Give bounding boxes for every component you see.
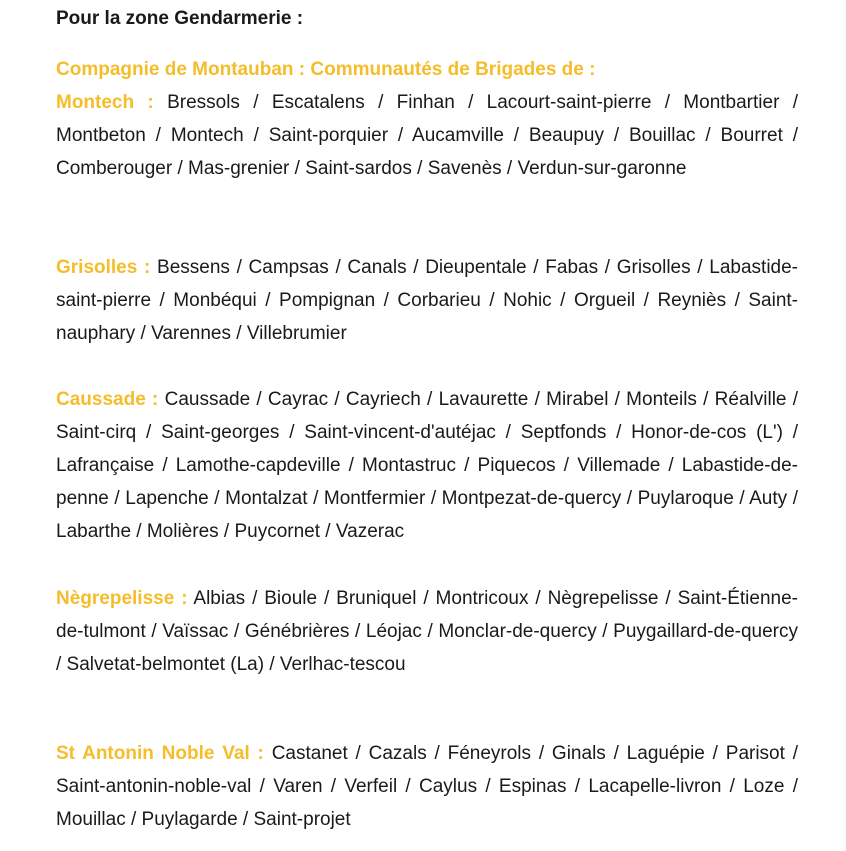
- commune-list-negrepelisse: Albias / Bioule / Bruniquel / Montricoux / Nègrepelisse / Saint-Étienne-de-tulmont / Vaïssac / Génébrières / Léojac / Monclar-de-quercy / Puygaillard-de-quercy / Salvetat-belmontet (La) / Verlhac-tescou: [56, 588, 798, 675]
- brigade-label-caussade: Caussade :: [56, 389, 159, 410]
- brigade-section-grisolles: [56, 251, 798, 350]
- brigade-section-st-antonin: [56, 737, 798, 836]
- brigade-label-grisolles: Grisolles :: [56, 257, 151, 278]
- commune-list-grisolles: Bessens / Campsas / Canals / Dieupentale / Fabas / Grisolles / Labastide-saint-pierre / Monbéqui / Pompignan / Corbarieu / Nohic / Orgueil / Reyniès / Saint-nauphary / Varennes / Villebrumier: [56, 257, 798, 344]
- commune-list-montech: Bressols / Escatalens / Finhan / Lacourt-saint-pierre / Montbartier / Montbeton / Montech / Saint-porquier / Aucamville / Beaupuy / Bouillac / Bourret / Comberouger / Mas-grenier / Saint-sardos / Savenès / Verdun-sur-garonne: [56, 92, 798, 179]
- company-heading: Compagnie de Montauban : Communautés de Brigades de :: [56, 59, 596, 80]
- brigade-section-negrepelisse: [56, 582, 798, 681]
- brigade-label-negrepelisse: Nègrepelisse :: [56, 588, 188, 609]
- brigade-section-montech: [56, 86, 798, 185]
- commune-list-st-antonin: Castanet / Cazals / Féneyrols / Ginals / Laguépie / Parisot / Saint-antonin-noble-val / Varen / Verfeil / Caylus / Espinas / Lacapelle-livron / Loze / Mouillac / Puylagarde / Saint-projet: [56, 743, 798, 830]
- commune-list-caussade: Caussade / Cayrac / Cayriech / Lavaurette / Mirabel / Monteils / Réalville / Saint-cirq / Saint-georges / Saint-vincent-d'autéjac / Septfonds / Honor-de-cos (L') / Lafrançaise / Lamothe-capdeville / Montastruc / Piquecos / Villemade / Labastide-de-penne / Lapenche / Montalzat / Montfermier / Montpezat-de-quercy / Puylaroque / Auty / Labarthe / Molières / Puycornet / Vazerac: [56, 389, 799, 542]
- brigade-label-montech: Montech :: [56, 92, 154, 113]
- brigade-section-caussade: [56, 383, 798, 548]
- document-heading: Pour la zone Gendarmerie :: [56, 8, 304, 29]
- brigade-label-st-antonin: St Antonin Noble Val :: [56, 743, 264, 764]
